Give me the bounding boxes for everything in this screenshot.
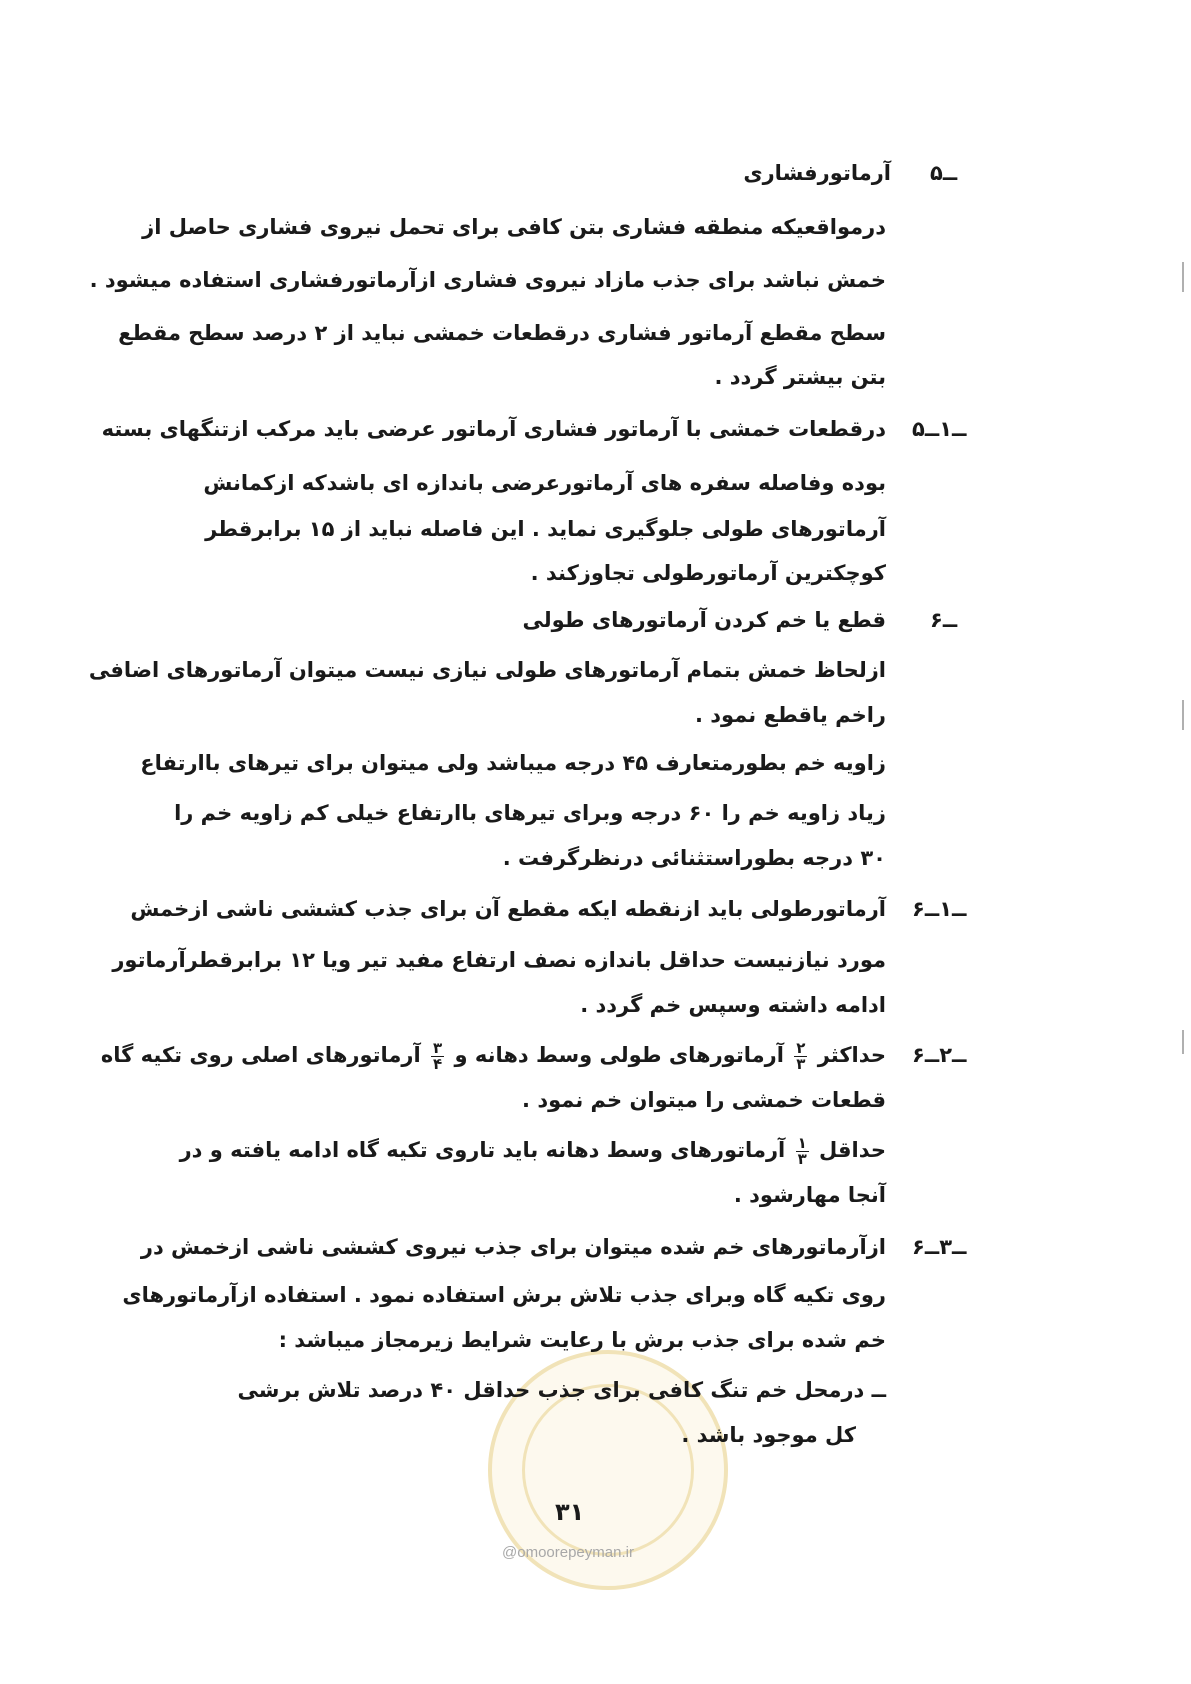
body-line: راخم یاقطع نمود . [694, 703, 886, 727]
body-line: مورد نیازنیست حداقل باندازه نصف ارتفاع مفید تیر ویا ۱۲ برابرقطرآرماتور [112, 948, 886, 972]
section-number: ۵ــ [930, 161, 958, 185]
body-line: سطح مقطع آرماتور فشاری درقطعات خمشی نباید از ۲ درصد سطح مقطع [118, 321, 886, 345]
section-heading: آرماتورفشاری [743, 161, 891, 185]
section-number: ۶ــ۲ــ [912, 1043, 967, 1067]
fraction: $\frac{۲}{۳}$ [796, 1038, 806, 1073]
section-number: ۶ــ [930, 608, 958, 632]
watermark-url: @omoorepeyman.ir [502, 1544, 634, 1561]
page-number: ۳۱ [555, 1498, 585, 1526]
body-line: حداقل $\frac{۱}{۳}$ آرماتورهای وسط دهانه باید تاروی تکیه گاه ادامه یافته و در [179, 1133, 886, 1168]
body-line: ازآرماتورهای خم شده میتوان برای جذب نیروی کششی ناشی ازخمش در [140, 1235, 886, 1259]
body-line: درقطعات خمشی با آرماتور فشاری آرماتور عرضی باید مرکب ازتنگهای بسته [101, 417, 886, 441]
body-line: حداکثر $\frac{۲}{۳}$ آرماتورهای طولی وسط دهانه و $\frac{۳}{۴}$ آرماتورهای اصلی روی تکیه گاه [100, 1038, 886, 1073]
body-line: بوده وفاصله سفره های آرماتورعرضی باندازه ای باشدکه ازکمانش [203, 471, 886, 495]
body-line: زاویه خم بطورمتعارف ۴۵ درجه میباشد ولی میتوان برای تیرهای باارتفاع [140, 751, 886, 775]
scan-edge-mark [1182, 1030, 1184, 1054]
body-line: کل موجود باشد . [681, 1423, 856, 1447]
body-line: قطعات خمشی را میتوان خم نمود . [522, 1088, 886, 1112]
body-line: آرماتورطولی باید ازنقطه ایکه مقطع آن برای جذب کششی ناشی ازخمش [130, 897, 886, 921]
fraction: $\frac{۱}{۳}$ [797, 1133, 807, 1168]
section-number: ۶ــ۳ــ [912, 1235, 967, 1259]
body-line: روی تکیه گاه وبرای جذب تلاش برش استفاده نمود . استفاده ازآرماتورهای [122, 1283, 886, 1307]
body-line: آنجا مهارشود . [733, 1183, 886, 1207]
body-line: آرماتورهای طولی جلوگیری نماید . این فاصله نباید از ۱۵ برابرقطر [205, 517, 886, 541]
scan-edge-mark [1182, 262, 1184, 292]
body-line: خمش نباشد برای جذب مازاد نیروی فشاری ازآرماتورفشاری استفاده میشود . [89, 268, 886, 292]
body-line: ادامه داشته وسپس خم گردد . [580, 993, 886, 1017]
body-line: ــ درمحل خم تنگ کافی برای جذب حداقل ۴۰ درصد تلاش برشی [237, 1378, 886, 1402]
body-line: درمواقعیکه منطقه فشاری بتن کافی برای تحمل نیروی فشاری حاصل از [142, 215, 886, 239]
section-heading: قطع یا خم کردن آرماتورهای طولی [522, 608, 886, 632]
body-line: ازلحاظ خمش بتمام آرماتورهای طولی نیازی نیست میتوان آرماتورهای اضافی [88, 658, 886, 682]
fraction: $\frac{۳}{۴}$ [433, 1038, 443, 1073]
body-line: زیاد زاویه خم را ۶۰ درجه وبرای تیرهای باارتفاع خیلی کم زاویه خم را [174, 801, 886, 825]
section-number: ۵ــ۱ــ [912, 417, 967, 441]
section-number: ۶ــ۱ــ [912, 897, 967, 921]
body-line: ۳۰ درجه بطوراستثنائی درنظرگرفت . [502, 846, 886, 870]
scan-edge-mark [1182, 700, 1184, 730]
body-line: بتن بیشتر گردد . [714, 365, 886, 389]
body-line: خم شده برای جذب برش با رعایت شرایط زیرمجاز میباشد : [278, 1328, 886, 1352]
body-line: کوچکترین آرماتورطولی تجاوزکند . [530, 561, 886, 585]
